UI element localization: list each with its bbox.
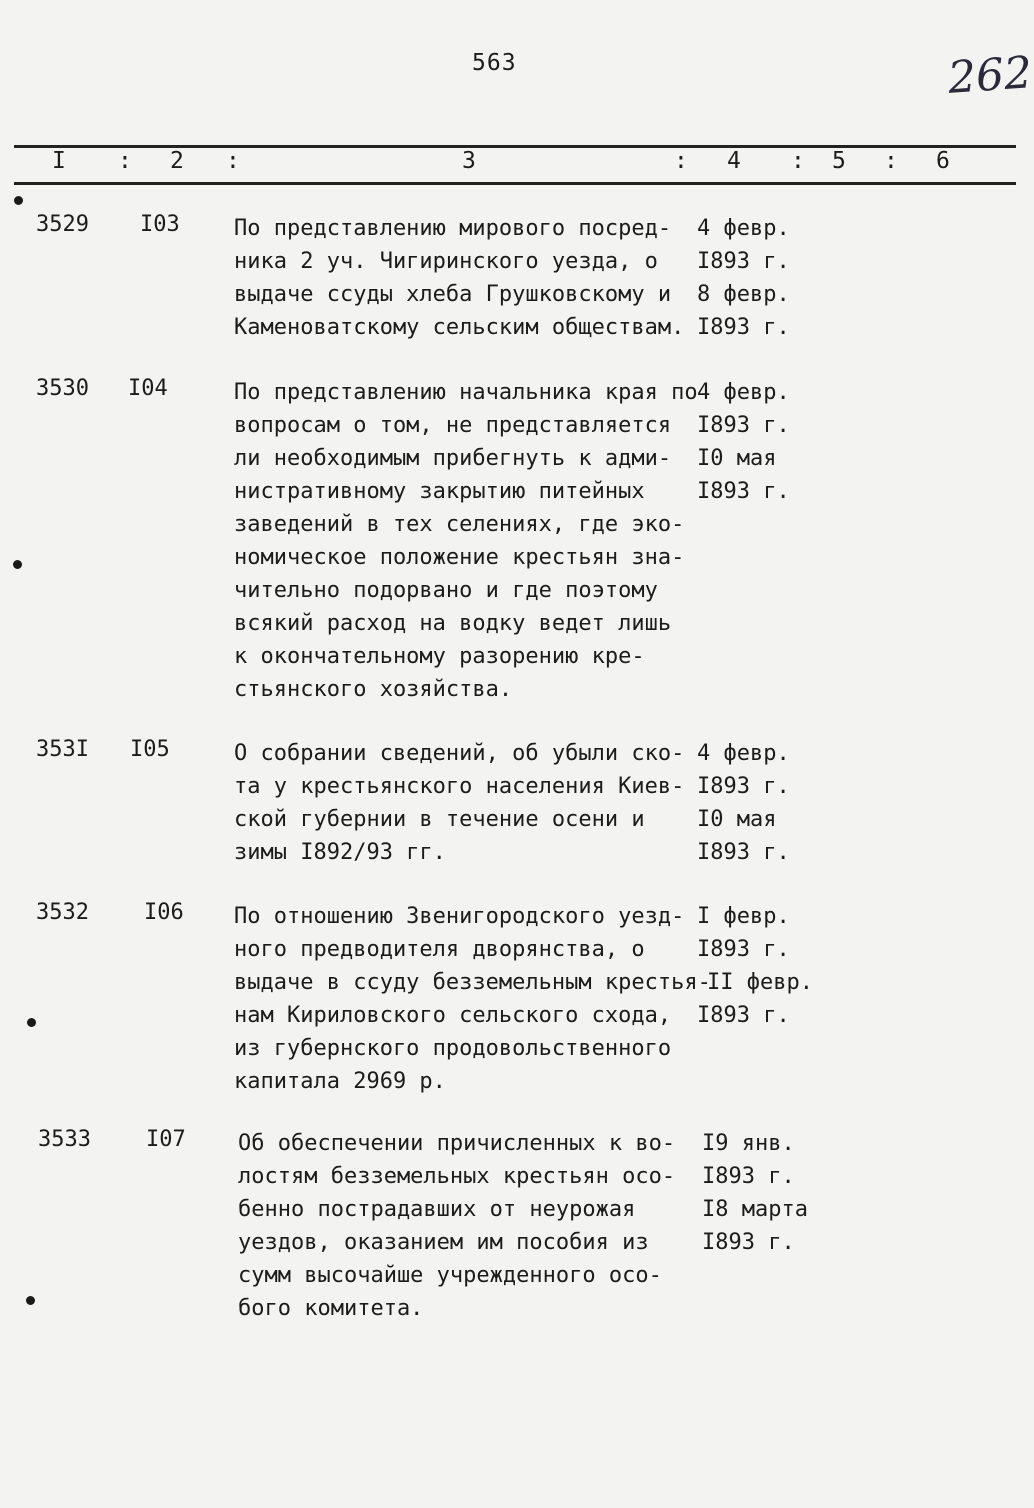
entry-number: 3529 [36, 212, 89, 237]
entry-title-line: бого комитета. [238, 1296, 424, 1321]
date-start: 4 февр. [697, 741, 790, 766]
entry-title [238, 1127, 708, 1325]
column-header-6: 6 [936, 148, 950, 174]
date-end-year: I893 г. [697, 479, 790, 504]
entry-dates [697, 376, 857, 508]
entry-dates [697, 212, 857, 344]
entry-title-line: всякий расход на водку ведет лишь [234, 611, 672, 636]
date-start-year: I893 г. [702, 1164, 795, 1189]
date-end: II февр. [707, 970, 813, 995]
column-header-2: 2 [170, 148, 184, 174]
entry-title-line: нам Кириловского сельского схода, [234, 1003, 672, 1028]
entry-title [234, 212, 704, 344]
entry-dates [697, 900, 857, 1032]
entry-title-line: бенно пострадавших от неурожая [238, 1197, 636, 1222]
entry-title [234, 737, 704, 869]
entry-title-line: Об обеспечении причисленных к во- [238, 1131, 676, 1156]
entry-title-line: По представлению мирового посред- [234, 216, 672, 241]
header-rule-bottom [14, 182, 1016, 185]
page-number: 563 [472, 50, 517, 76]
entry-title-line: О собрании сведений, об убыли ско- [234, 741, 685, 766]
entry-title-line: Каменоватскому сельским обществам. [234, 315, 685, 340]
date-end: 8 февр. [697, 282, 790, 307]
entry-title-line: та у крестьянского населения Киев- [234, 774, 685, 799]
entry-title-line: капитала 2969 р. [234, 1069, 446, 1094]
date-end-year: I893 г. [702, 1230, 795, 1255]
entry-title-line: из губернского продовольственного [234, 1036, 672, 1061]
binding-hole-mark [13, 560, 22, 569]
entry-title-line: нистративному закрытию питейных [234, 479, 645, 504]
column-header-4: 4 [727, 148, 741, 174]
column-separator: : [118, 148, 132, 174]
date-end: I0 мая [697, 807, 777, 832]
column-separator: : [674, 148, 688, 174]
binding-hole-mark [14, 196, 23, 205]
entry-title-line: ской губернии в течение осени и [234, 807, 645, 832]
entry-dates [702, 1127, 862, 1259]
case-number: I03 [140, 212, 180, 237]
entry-title [234, 900, 711, 1098]
column-separator: : [791, 148, 805, 174]
date-end-year: I893 г. [697, 315, 790, 340]
date-start-year: I893 г. [697, 413, 790, 438]
entry-title-line: выдаче ссуды хлеба Грушковскому и [234, 282, 672, 307]
entry-title-line: уездов, оказанием им пособия из [238, 1230, 649, 1255]
entry-title-line: ного предводителя дворянства, о [234, 937, 645, 962]
entry-title-line: сумм высочайше учрежденного осо- [238, 1263, 662, 1288]
date-start: 4 февр. [697, 380, 790, 405]
date-start: I февр. [697, 904, 790, 929]
date-end-year: I893 г. [697, 1003, 790, 1028]
entry-title-line: По отношению Звенигородского уезд- [234, 904, 685, 929]
entry-title-line: По представлению начальника края по [234, 380, 698, 405]
column-header-5: 5 [832, 148, 846, 174]
entry-title-line: ника 2 уч. Чигиринского уезда, о [234, 249, 658, 274]
binding-hole-mark [27, 1018, 36, 1027]
date-start-year: I893 г. [697, 937, 790, 962]
entry-dates [697, 737, 857, 869]
date-end-year: I893 г. [697, 840, 790, 865]
entry-title-line: вопросам о том, не представляется [234, 413, 672, 438]
date-end: I8 марта [702, 1197, 808, 1222]
case-number: I07 [146, 1127, 186, 1152]
case-number: I06 [144, 900, 184, 925]
column-separator: : [226, 148, 240, 174]
column-header-3: 3 [462, 148, 476, 174]
entry-title-line: к окончательному разорению кре- [234, 644, 645, 669]
entry-title-line: выдаче в ссуду безземельным крестья- [234, 970, 711, 995]
column-separator: : [884, 148, 898, 174]
archive-folio-number: 262 [946, 47, 1034, 104]
entry-title-line: зимы I892/93 гг. [234, 840, 446, 865]
date-start: I9 янв. [702, 1131, 795, 1156]
case-number: I05 [130, 737, 170, 762]
date-start-year: I893 г. [697, 249, 790, 274]
entry-number: 353I [36, 737, 89, 762]
entry-title-line: номическое положение крестьян зна- [234, 545, 685, 570]
date-start-year: I893 г. [697, 774, 790, 799]
entry-title-line: лостям безземельных крестьян осо- [238, 1164, 676, 1189]
entry-title-line: ли необходимым прибегнуть к адми- [234, 446, 672, 471]
entry-number: 3530 [36, 376, 89, 401]
entry-number: 3533 [38, 1127, 91, 1152]
case-number: I04 [128, 376, 168, 401]
binding-hole-mark [26, 1296, 35, 1305]
entry-number: 3532 [36, 900, 89, 925]
date-end: I0 мая [697, 446, 777, 471]
header-rule-top [14, 145, 1016, 148]
entry-title [234, 376, 704, 706]
column-header-1: I [52, 148, 66, 174]
entry-title-line: чительно подорвано и где поэтому [234, 578, 658, 603]
date-start: 4 февр. [697, 216, 790, 241]
entry-title-line: заведений в тех селениях, где эко- [234, 512, 685, 537]
entry-title-line: стьянского хозяйства. [234, 677, 513, 702]
